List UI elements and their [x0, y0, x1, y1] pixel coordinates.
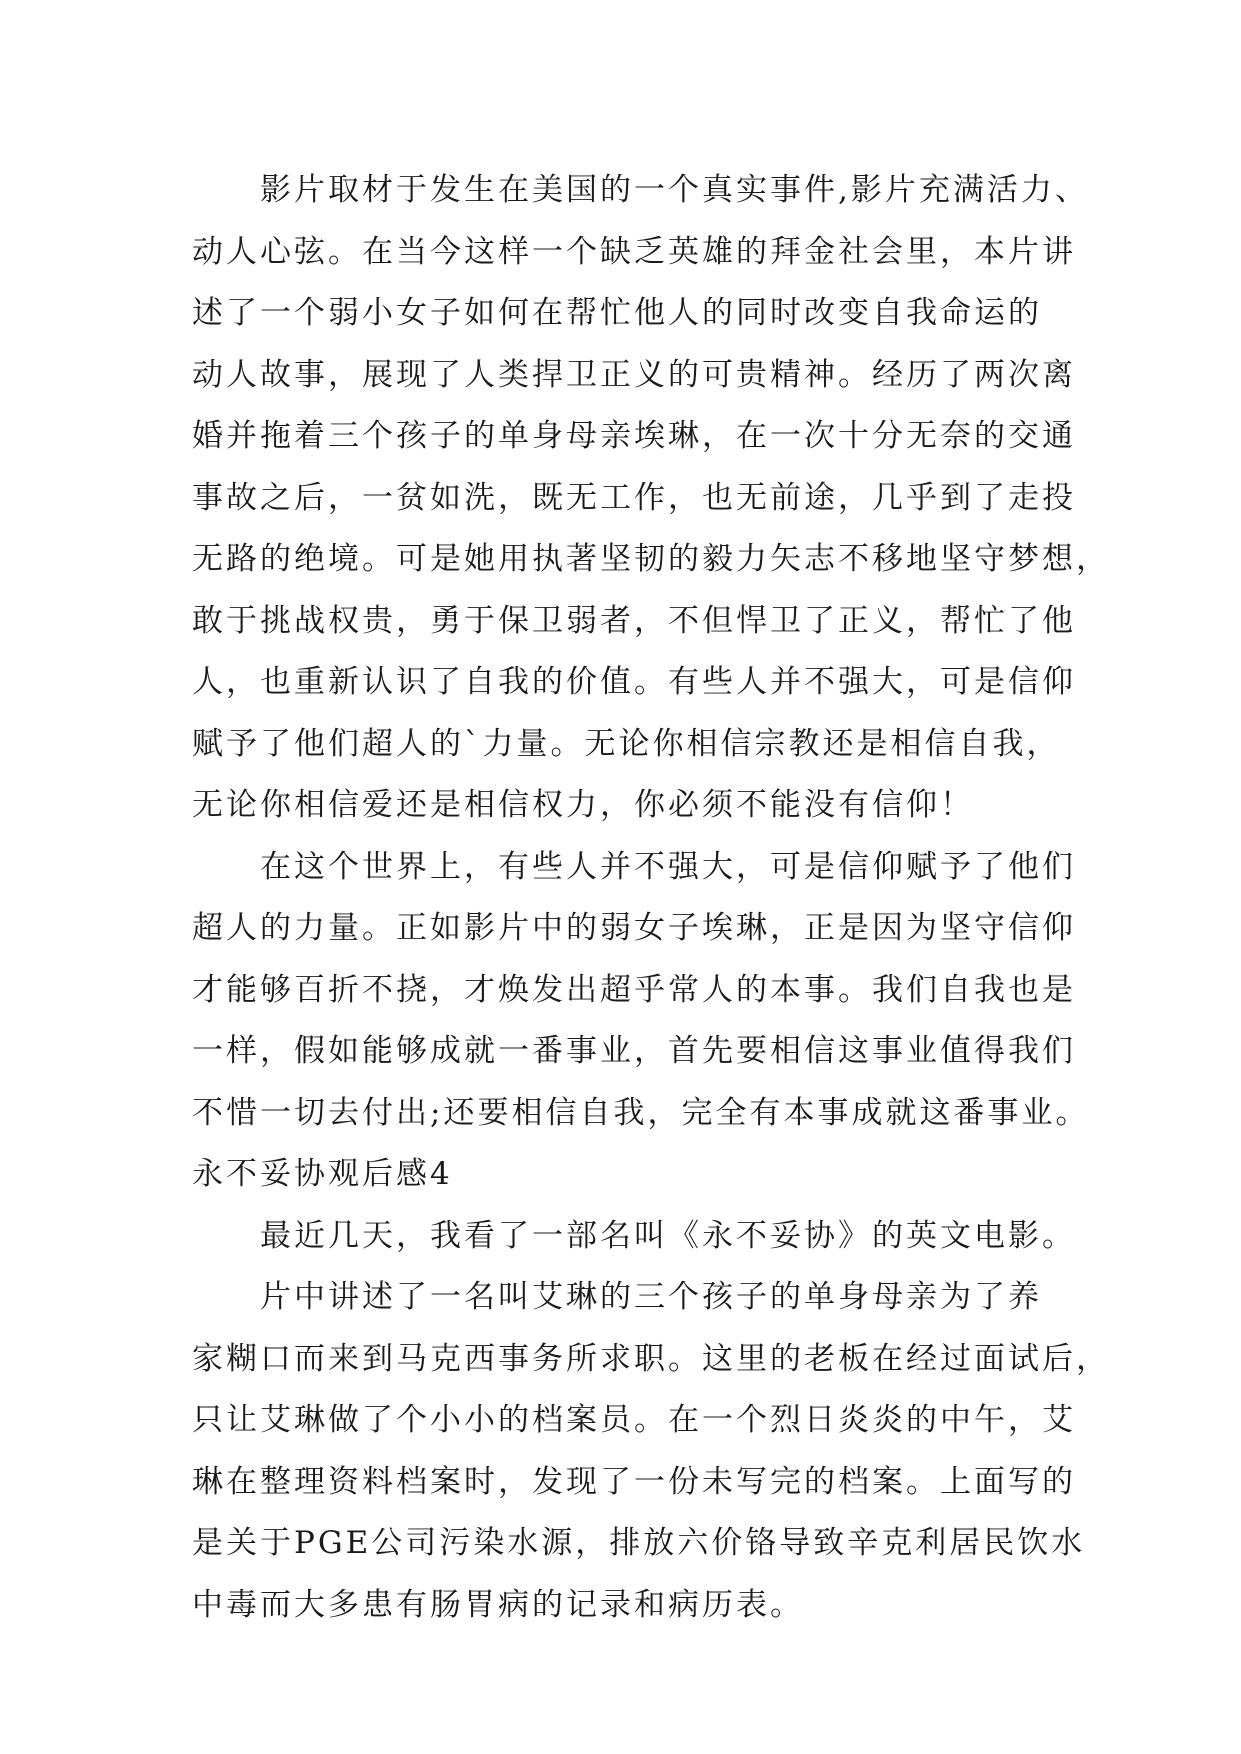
text-line: 最近几天，我看了一部名叫《永不妥协》的英文电影。: [260, 1217, 1076, 1254]
text-line: 婚并拖着三个孩子的单身母亲埃琳，在一次十分无奈的交通: [192, 418, 1076, 454]
text-line: 琳在整理资料档案时，发现了一份未写完的档案。上面写的: [192, 1463, 1076, 1500]
text-line: 永不妥协观后感4: [192, 1156, 453, 1192]
text-line: 只让艾琳做了个小小的档案员。在一个烈日炎炎的中午，艾: [192, 1402, 1076, 1438]
text-line: 不惜一切去付出;还要相信自我，完全有本事成就这番事业。: [192, 1094, 1090, 1131]
text-line: 中毒而大多患有肠胃病的记录和病历表。: [192, 1586, 804, 1623]
text-line: 敢于挑战权贵，勇于保卫弱者，不但悍卫了正义，帮忙了他: [192, 602, 1076, 639]
text-line: 无路的绝境。可是她用执著坚韧的毅力矢志不移地坚守梦想，: [192, 541, 1110, 577]
text-line: 一样，假如能够成就一番事业，首先要相信这事业值得我们: [192, 1033, 1076, 1069]
text-line: 家糊口而来到马克西事务所求职。这里的老板在经过面试后，: [192, 1340, 1110, 1377]
text-line: 超人的力量。正如影片中的弱女子埃琳，正是因为坚守信仰: [192, 910, 1076, 946]
text-line: 在这个世界上，有些人并不强大，可是信仰赋予了他们: [260, 848, 1076, 885]
text-line: 人，也重新认识了自我的价值。有些人并不强大，可是信仰: [192, 664, 1076, 700]
text-line: 无论你相信爱还是相信权力，你必须不能没有信仰！: [192, 787, 974, 823]
text-line: 影片取材于发生在美国的一个真实事件,影片充满活力、: [260, 172, 1089, 208]
text-line: 动人故事，展现了人类捍卫正义的可贵精神。经历了两次离: [192, 356, 1076, 393]
text-line: 才能够百折不挠，才焕发出超乎常人的本事。我们自我也是: [192, 971, 1076, 1008]
document-body: [192, 160, 1110, 1636]
text-line: 是关于PGE公司污染水源，排放六价铬导致辛克利居民饮水: [192, 1525, 1086, 1561]
text-line: 动人心弦。在当今这样一个缺乏英雄的拜金社会里，本片讲: [192, 233, 1076, 270]
text-line: 赋予了他们超人的`力量。无论你相信宗教还是相信自我，: [192, 725, 1061, 762]
text-line: 事故之后，一贫如洗，既无工作，也无前途，几乎到了走投: [192, 479, 1076, 516]
text-line: 述了一个弱小女子如何在帮忙他人的同时改变自我命运的: [192, 295, 1042, 331]
text-line: 片中讲述了一名叫艾琳的三个孩子的单身母亲为了养: [260, 1279, 1042, 1315]
